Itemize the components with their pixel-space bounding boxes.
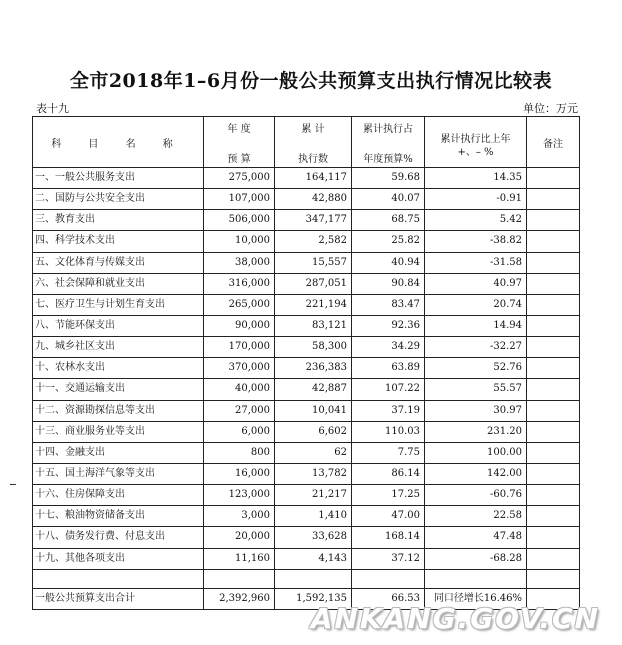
table-row <box>33 379 580 400</box>
table-row <box>33 358 580 379</box>
cell-exec: 21,217 <box>275 485 352 506</box>
cell-growth: 14.35 <box>425 168 527 189</box>
table-row <box>33 548 580 569</box>
cell-exec: 15,557 <box>275 252 352 273</box>
cell-name: 十一、交通运输支出 <box>33 379 204 400</box>
cell-name: 十六、住房保障支出 <box>33 485 204 506</box>
cell-ratio: 59.68 <box>352 168 425 189</box>
table-row <box>33 421 580 442</box>
cell-name: 九、城乡社区支出 <box>33 337 204 358</box>
cell-empty <box>352 569 425 588</box>
cell-ratio: 92.36 <box>352 315 425 336</box>
cell-exec: 236,383 <box>275 358 352 379</box>
cell-name: 十二、资源勘探信息等支出 <box>33 400 204 421</box>
cell-note <box>527 442 580 463</box>
cell-note <box>527 168 580 189</box>
cell-budget: 506,000 <box>204 210 275 231</box>
cell-empty <box>204 569 275 588</box>
header-exec: 累 计 执行数 <box>275 117 352 168</box>
cell-note <box>527 463 580 484</box>
cell-ratio: 110.03 <box>352 421 425 442</box>
cell-name: 三、教育支出 <box>33 210 204 231</box>
cell-note <box>527 506 580 527</box>
cell-ratio: 25.82 <box>352 231 425 252</box>
cell-name: 十九、其他各项支出 <box>33 548 204 569</box>
cell-empty <box>425 569 527 588</box>
cell-growth: 47.48 <box>425 527 527 548</box>
header-note: 备注 <box>527 117 580 168</box>
cell-growth: -0.91 <box>425 189 527 210</box>
cell-growth: 22.58 <box>425 506 527 527</box>
cell-budget: 370,000 <box>204 358 275 379</box>
total-budget: 2,392,960 <box>204 588 275 609</box>
cell-exec: 13,782 <box>275 463 352 484</box>
cell-growth: -68.28 <box>425 548 527 569</box>
cell-name: 五、文化体育与传媒支出 <box>33 252 204 273</box>
cell-budget: 170,000 <box>204 337 275 358</box>
table-row <box>33 400 580 421</box>
cell-budget: 16,000 <box>204 463 275 484</box>
cell-exec: 4,143 <box>275 548 352 569</box>
cell-note <box>527 294 580 315</box>
cell-budget: 90,000 <box>204 315 275 336</box>
cell-budget: 40,000 <box>204 379 275 400</box>
cell-exec: 2,582 <box>275 231 352 252</box>
cell-budget: 11,160 <box>204 548 275 569</box>
cell-budget: 3,000 <box>204 506 275 527</box>
header-name: 科 目 名 称 <box>33 117 204 168</box>
header-budget: 年 度 预 算 <box>204 117 275 168</box>
unit-label: 单位：万元 <box>523 102 578 115</box>
cell-exec: 6,602 <box>275 421 352 442</box>
cell-ratio: 86.14 <box>352 463 425 484</box>
cell-note <box>527 548 580 569</box>
cell-name: 一、一般公共服务支出 <box>33 168 204 189</box>
header-growth: 累计执行比上年 +、– % <box>425 117 527 168</box>
table-row <box>33 527 580 548</box>
cell-exec: 83,121 <box>275 315 352 336</box>
table-row <box>33 337 580 358</box>
cell-exec: 42,887 <box>275 379 352 400</box>
cell-exec: 10,041 <box>275 400 352 421</box>
cell-exec: 58,300 <box>275 337 352 358</box>
cell-growth: -31.58 <box>425 252 527 273</box>
cell-budget: 27,000 <box>204 400 275 421</box>
cell-ratio: 34.29 <box>352 337 425 358</box>
cell-budget: 38,000 <box>204 252 275 273</box>
table-number: 表十九 <box>36 102 69 115</box>
table-row <box>33 442 580 463</box>
cell-name: 七、医疗卫生与计划生育支出 <box>33 294 204 315</box>
cell-growth: -38.82 <box>425 231 527 252</box>
cell-ratio: 17.25 <box>352 485 425 506</box>
total-growth: 同口径增长16.46% <box>425 588 527 609</box>
cell-name: 十四、金融支出 <box>33 442 204 463</box>
cell-ratio: 37.19 <box>352 400 425 421</box>
table-row <box>33 210 580 231</box>
cell-ratio: 107.22 <box>352 379 425 400</box>
cell-growth: 5.42 <box>425 210 527 231</box>
cell-note <box>527 379 580 400</box>
cell-growth: 14.94 <box>425 315 527 336</box>
header-ratio: 累计执行占 年度预算% <box>352 117 425 168</box>
table-row <box>33 168 580 189</box>
cell-note <box>527 315 580 336</box>
cell-growth: 20.74 <box>425 294 527 315</box>
cell-budget: 123,000 <box>204 485 275 506</box>
cell-ratio: 40.94 <box>352 252 425 273</box>
blank-row <box>33 569 580 588</box>
cell-empty <box>33 569 204 588</box>
cell-note <box>527 273 580 294</box>
cell-growth: 55.57 <box>425 379 527 400</box>
cell-empty <box>527 569 580 588</box>
cell-growth: -32.27 <box>425 337 527 358</box>
header-row <box>33 117 580 168</box>
cell-ratio: 40.07 <box>352 189 425 210</box>
table-row <box>33 231 580 252</box>
cell-budget: 275,000 <box>204 168 275 189</box>
cell-ratio: 168.14 <box>352 527 425 548</box>
cell-ratio: 68.75 <box>352 210 425 231</box>
cell-note <box>527 421 580 442</box>
table-row <box>33 463 580 484</box>
cell-budget: 316,000 <box>204 273 275 294</box>
total-ratio: 66.53 <box>352 588 425 609</box>
cell-exec: 33,628 <box>275 527 352 548</box>
cell-note <box>527 189 580 210</box>
cell-name: 六、社会保障和就业支出 <box>33 273 204 294</box>
cell-name: 八、节能环保支出 <box>33 315 204 336</box>
table-row <box>33 506 580 527</box>
cell-exec: 1,410 <box>275 506 352 527</box>
cell-note <box>527 485 580 506</box>
cell-ratio: 83.47 <box>352 294 425 315</box>
cell-name: 二、国防与公共安全支出 <box>33 189 204 210</box>
cell-ratio: 90.84 <box>352 273 425 294</box>
cell-ratio: 7.75 <box>352 442 425 463</box>
table-row <box>33 485 580 506</box>
table-row <box>33 315 580 336</box>
cell-budget: 6,000 <box>204 421 275 442</box>
cell-growth: 100.00 <box>425 442 527 463</box>
cell-exec: 164,117 <box>275 168 352 189</box>
total-exec: 1,592,135 <box>275 588 352 609</box>
cell-exec: 287,051 <box>275 273 352 294</box>
cell-note <box>527 252 580 273</box>
cell-exec: 347,177 <box>275 210 352 231</box>
site-watermark: ANKANG.GOV.CN <box>310 602 600 635</box>
cell-growth: 142.00 <box>425 463 527 484</box>
cell-exec: 221,194 <box>275 294 352 315</box>
cell-exec: 62 <box>275 442 352 463</box>
table-row <box>33 189 580 210</box>
table-row <box>33 294 580 315</box>
cell-name: 十、农林水支出 <box>33 358 204 379</box>
cell-exec: 42,880 <box>275 189 352 210</box>
cell-note <box>527 210 580 231</box>
cell-ratio: 47.00 <box>352 506 425 527</box>
cell-name: 十七、粮油物资储备支出 <box>33 506 204 527</box>
cell-note <box>527 358 580 379</box>
table-row <box>33 273 580 294</box>
cell-name: 十八、债务发行费、付息支出 <box>33 527 204 548</box>
cell-note <box>527 231 580 252</box>
cell-budget: 265,000 <box>204 294 275 315</box>
total-name: 一般公共预算支出合计 <box>33 588 204 609</box>
cell-note <box>527 527 580 548</box>
margin-mark <box>10 484 16 485</box>
cell-budget: 800 <box>204 442 275 463</box>
cell-growth: 30.97 <box>425 400 527 421</box>
cell-empty <box>275 569 352 588</box>
cell-budget: 20,000 <box>204 527 275 548</box>
cell-name: 四、科学技术支出 <box>33 231 204 252</box>
expenditure-table <box>32 116 580 610</box>
cell-note <box>527 337 580 358</box>
cell-budget: 107,000 <box>204 189 275 210</box>
page-title: 全市2018年1–6月份一般公共预算支出执行情况比较表 <box>69 70 553 92</box>
cell-growth: 40.97 <box>425 273 527 294</box>
cell-growth: 231.20 <box>425 421 527 442</box>
cell-growth: -60.76 <box>425 485 527 506</box>
cell-growth: 52.76 <box>425 358 527 379</box>
cell-ratio: 63.89 <box>352 358 425 379</box>
cell-budget: 10,000 <box>204 231 275 252</box>
cell-name: 十五、国土海洋气象等支出 <box>33 463 204 484</box>
cell-ratio: 37.12 <box>352 548 425 569</box>
cell-name: 十三、商业服务业等支出 <box>33 421 204 442</box>
table-row <box>33 252 580 273</box>
cell-note <box>527 400 580 421</box>
